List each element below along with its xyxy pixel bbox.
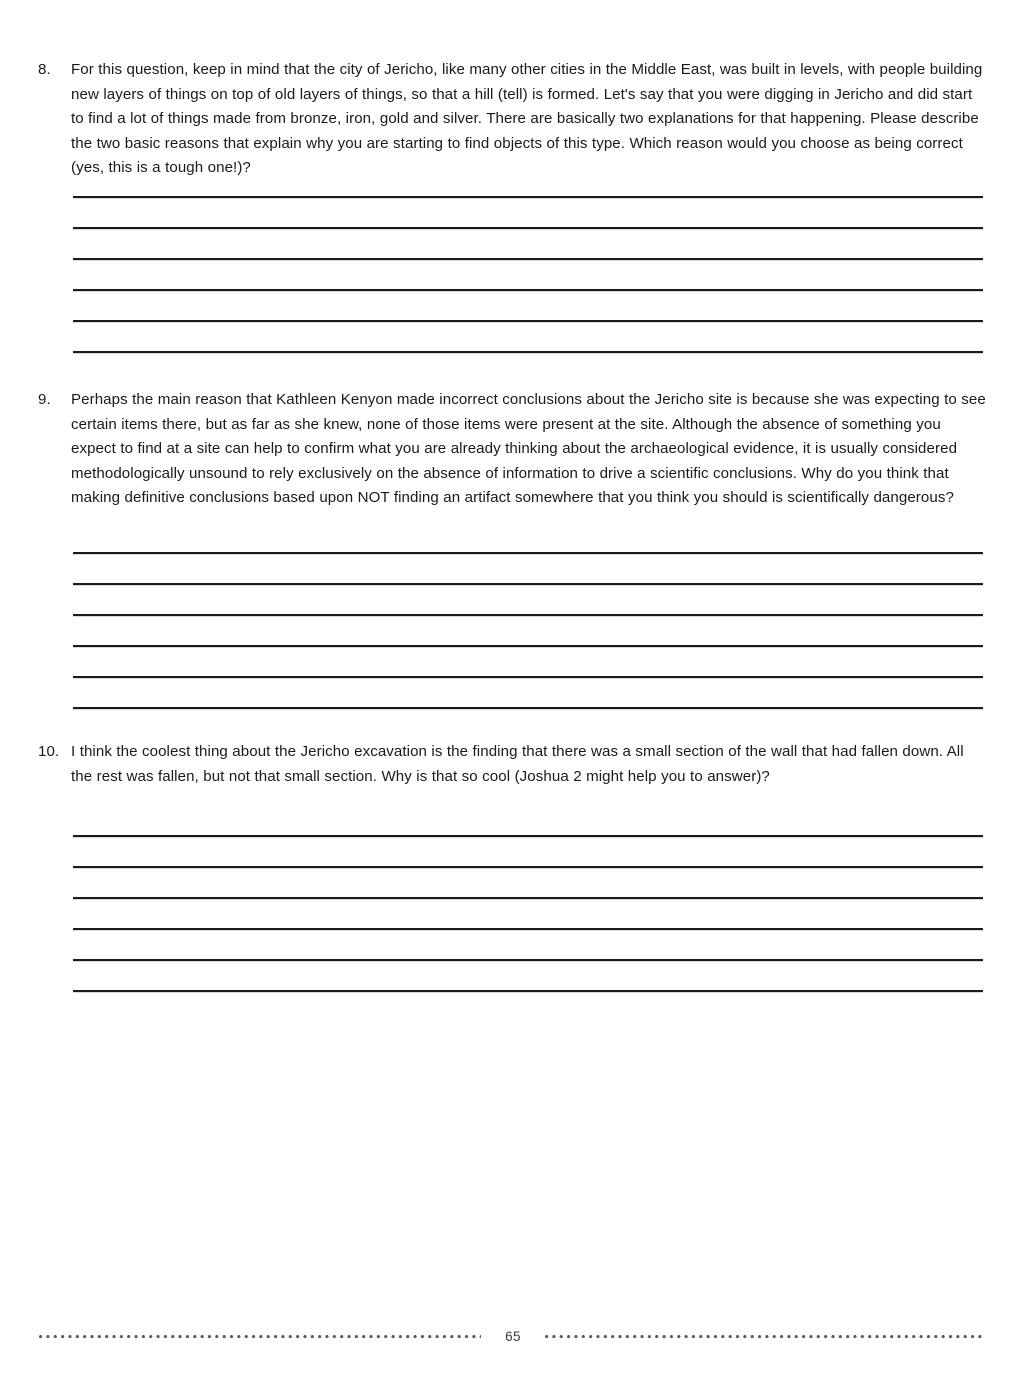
- answer-line[interactable]: [73, 645, 983, 647]
- answer-line[interactable]: [73, 707, 983, 709]
- answer-line[interactable]: [73, 583, 983, 585]
- answer-lines-9: [73, 552, 983, 709]
- question-row: [38, 740, 986, 789]
- answer-line[interactable]: [73, 928, 983, 930]
- question-block-10: [38, 740, 986, 789]
- answer-line[interactable]: [73, 552, 983, 554]
- question-text: I think the coolest thing about the Jericho excavation is the finding that there was a small section of the wall that had fallen down. All the rest was fallen, but not that small section. Why is that so cool (Joshua 2 might help you to answer)?: [71, 743, 964, 785]
- question-text: For this question, keep in mind that the city of Jericho, like many other cities in the Middle East, was built in levels, with people building new layers of things on top of old layers of things, so that a hill (tell) is formed. Let's say that you were digging in Jericho and did start to find a lot of things made from bronze, iron, gold and silver. There are basically two explanations for that happening. Please describe the two basic reasons that explain why you are starting to find objects of this type. Which reason would you choose as being correct (yes, this is a tough one!)?: [71, 61, 983, 177]
- answer-line[interactable]: [73, 289, 983, 291]
- answer-line[interactable]: [73, 835, 983, 837]
- answer-lines-10: [73, 835, 983, 992]
- question-block-8: [38, 58, 986, 181]
- footer-dotted-rule-right: [545, 1335, 985, 1339]
- question-row: [38, 388, 986, 511]
- answer-line[interactable]: [73, 258, 983, 260]
- answer-line[interactable]: [73, 614, 983, 616]
- answer-line[interactable]: [73, 351, 983, 353]
- question-row: [38, 58, 986, 181]
- question-block-9: [38, 388, 986, 511]
- answer-line[interactable]: [73, 959, 983, 961]
- question-number: 9.: [38, 391, 51, 408]
- answer-line[interactable]: [73, 990, 983, 992]
- answer-line[interactable]: [73, 196, 983, 198]
- answer-line[interactable]: [73, 320, 983, 322]
- answer-line[interactable]: [73, 676, 983, 678]
- answer-line[interactable]: [73, 897, 983, 899]
- question-number: 8.: [38, 61, 51, 78]
- question-number: 10.: [38, 743, 60, 760]
- answer-line[interactable]: [73, 227, 983, 229]
- page-number: 65: [505, 1329, 521, 1344]
- footer-dotted-rule-left: [39, 1335, 481, 1339]
- page-footer: [0, 1324, 1024, 1350]
- answer-lines-8: [73, 196, 983, 353]
- answer-line[interactable]: [73, 866, 983, 868]
- question-text: Perhaps the main reason that Kathleen Kenyon made incorrect conclusions about the Jericho site is because she was expecting to see certain items there, but as far as she knew, none of those items were present at the site. Although the absence of something you expect to find at a site can help to confirm what you are already thinking about the archaeological evidence, it is usually considered methodologically unsound to rely exclusively on the absence of information to drive a scientific conclusions. Why do you think that making definitive conclusions based upon NOT finding an artifact somewhere that you think you should is scientifically dangerous?: [71, 391, 986, 507]
